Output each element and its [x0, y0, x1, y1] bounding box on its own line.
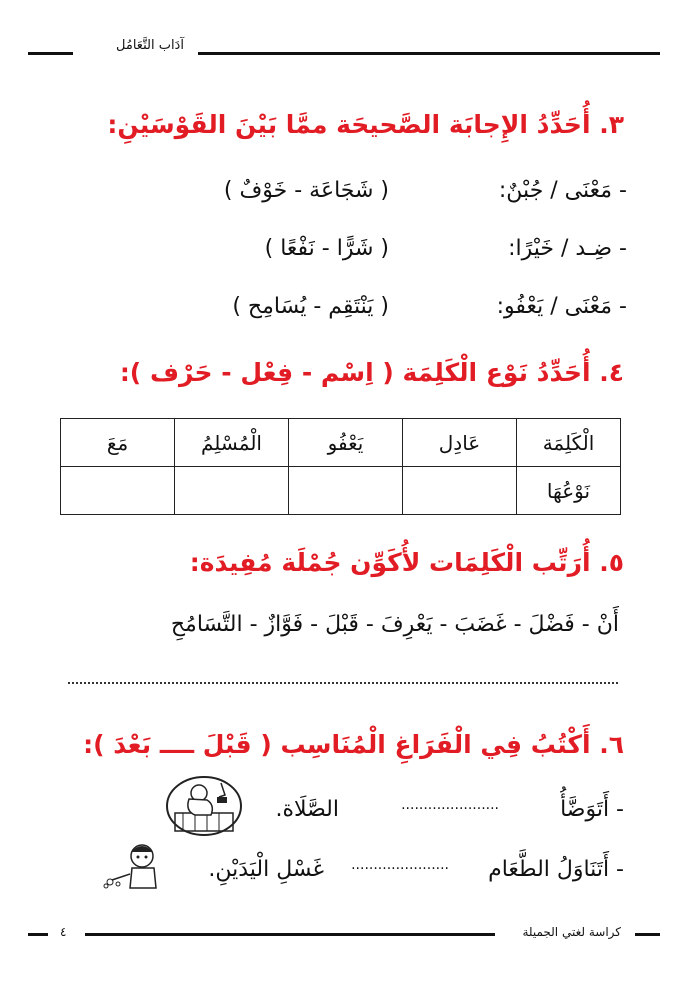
q6-row-1-start: - أَتَوَضَّأُ [560, 797, 624, 822]
q6-heading: ٦. أَكْتُبُ فِي الْفَرَاغِ الْمُنَاسِب ( قَبْلَ ــــ بَعْدَ ): [83, 730, 624, 759]
footer-rule-right [635, 933, 660, 936]
answer-cell-4[interactable] [61, 467, 175, 515]
header-title: آدَاب التَّعَامُل [116, 38, 184, 53]
table-row-words [61, 419, 621, 467]
table-cell-word-1: عَادِل [403, 419, 517, 467]
footer-rule-middle [85, 933, 495, 936]
q3-row-3-options: ( يَنْتَقِم - يُسَامِح ) [232, 294, 389, 319]
q3-row-1-prompt: - مَعْنَى / جُبْنٌ: [498, 178, 627, 203]
q6-row-2-blank[interactable]: ...................... [351, 857, 449, 873]
q6-row-1-end: الصَّلَاة. [275, 797, 339, 822]
header-rule-left [28, 52, 73, 55]
table-cell-word-2: يَعْفُو [289, 419, 403, 467]
ablution-illustration [165, 775, 243, 837]
footer-title: كراسة لغتي الجميلة [522, 925, 621, 939]
q3-row-2-options: ( شَرًّا - نَفْعًا ) [264, 236, 389, 261]
q6-row-2-start: - أَتَنَاوَلُ الطَّعَام [488, 857, 624, 882]
answer-cell-3[interactable] [175, 467, 289, 515]
q3-row-3-prompt: - مَعْنَى / يَعْفُو: [496, 294, 627, 319]
word-type-table [60, 418, 621, 515]
table-header-word: الْكَلِمَة [517, 419, 621, 467]
answer-cell-1[interactable] [403, 467, 517, 515]
answer-dotted-line[interactable] [68, 682, 618, 684]
q6-row-1-blank[interactable]: ...................... [401, 797, 499, 813]
header-rule-right [198, 52, 660, 55]
q5-word-list: أَنْ - فَضْلَ - غَضَبَ - يَعْرِفَ - قَبْلَ - فَوَّازٌ - التَّسَامُحِ [170, 612, 619, 637]
q3-heading: ٣. أُحَدِّدُ الإِجابَة الصَّحيحَة ممَّا بَيْنَ القَوْسَيْنِ: [107, 110, 624, 139]
footer-rule-left [28, 933, 48, 936]
answer-cell-2[interactable] [289, 467, 403, 515]
table-row-types [61, 467, 621, 515]
q3-row-1-options: ( شَجَاعَة - خَوْفٌ ) [223, 178, 389, 203]
handwashing-illustration [100, 838, 170, 893]
page-number: ٤ [60, 925, 67, 939]
table-header-type: نَوْعُهَا [517, 467, 621, 515]
q3-row-2-prompt: - ضِـد / خَيْرًا: [508, 236, 627, 261]
table-cell-word-4: مَعَ [61, 419, 175, 467]
q5-heading: ٥. أُرَتِّب الْكَلِمَات لأُكَوِّن جُمْلَة مُفِيدَة: [189, 548, 624, 577]
table-cell-word-3: الْمُسْلِمُ [175, 419, 289, 467]
q4-heading: ٤. أُحَدِّدُ نَوْع الْكَلِمَة ( اِسْم - فِعْل - حَرْف ): [119, 358, 624, 387]
q6-row-2-end: غَسْلِ الْيَدَيْنِ. [208, 857, 324, 882]
